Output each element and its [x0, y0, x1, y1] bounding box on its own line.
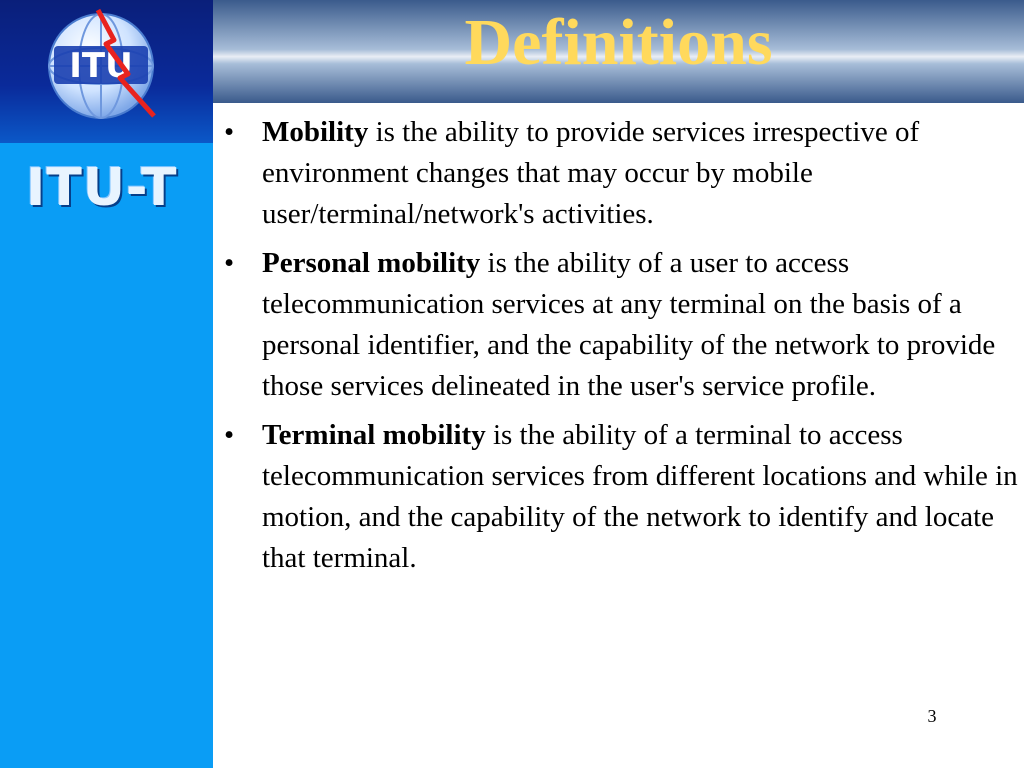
definitions-list — [220, 112, 1020, 587]
itu-logo-panel — [0, 0, 213, 143]
definition-text: is the ability to provide services irrespective of environment changes that may occur by mobile user/terminal/network's activities. — [262, 116, 920, 230]
itu-t-brand: ITU-T — [26, 158, 178, 218]
list-item — [220, 415, 1020, 579]
bullet-icon: • — [224, 247, 235, 279]
term-personal-mobility: Personal mobility — [262, 247, 481, 279]
slide-title: Definitions — [464, 6, 773, 79]
bullet-icon: • — [224, 116, 235, 148]
bullet-icon: • — [224, 419, 235, 451]
itu-globe-logo-icon — [36, 4, 166, 134]
definition-text: is the ability of a terminal to access telecommunication services from different locations and while in motion, and the capability of the network to identify and locate that terminal. — [262, 419, 1018, 574]
list-item — [220, 243, 1020, 407]
definition-text: is the ability of a user to access telecommunication services at any terminal on the basis of a personal identifier, and the capability of the network to provide those services delineated in the user's service profile. — [262, 247, 996, 402]
page-number: 3 — [927, 706, 937, 726]
list-item — [220, 112, 1020, 235]
itu-logo-text: ITU — [69, 46, 133, 86]
term-mobility: Mobility — [262, 116, 369, 148]
term-terminal-mobility: Terminal mobility — [262, 419, 486, 451]
